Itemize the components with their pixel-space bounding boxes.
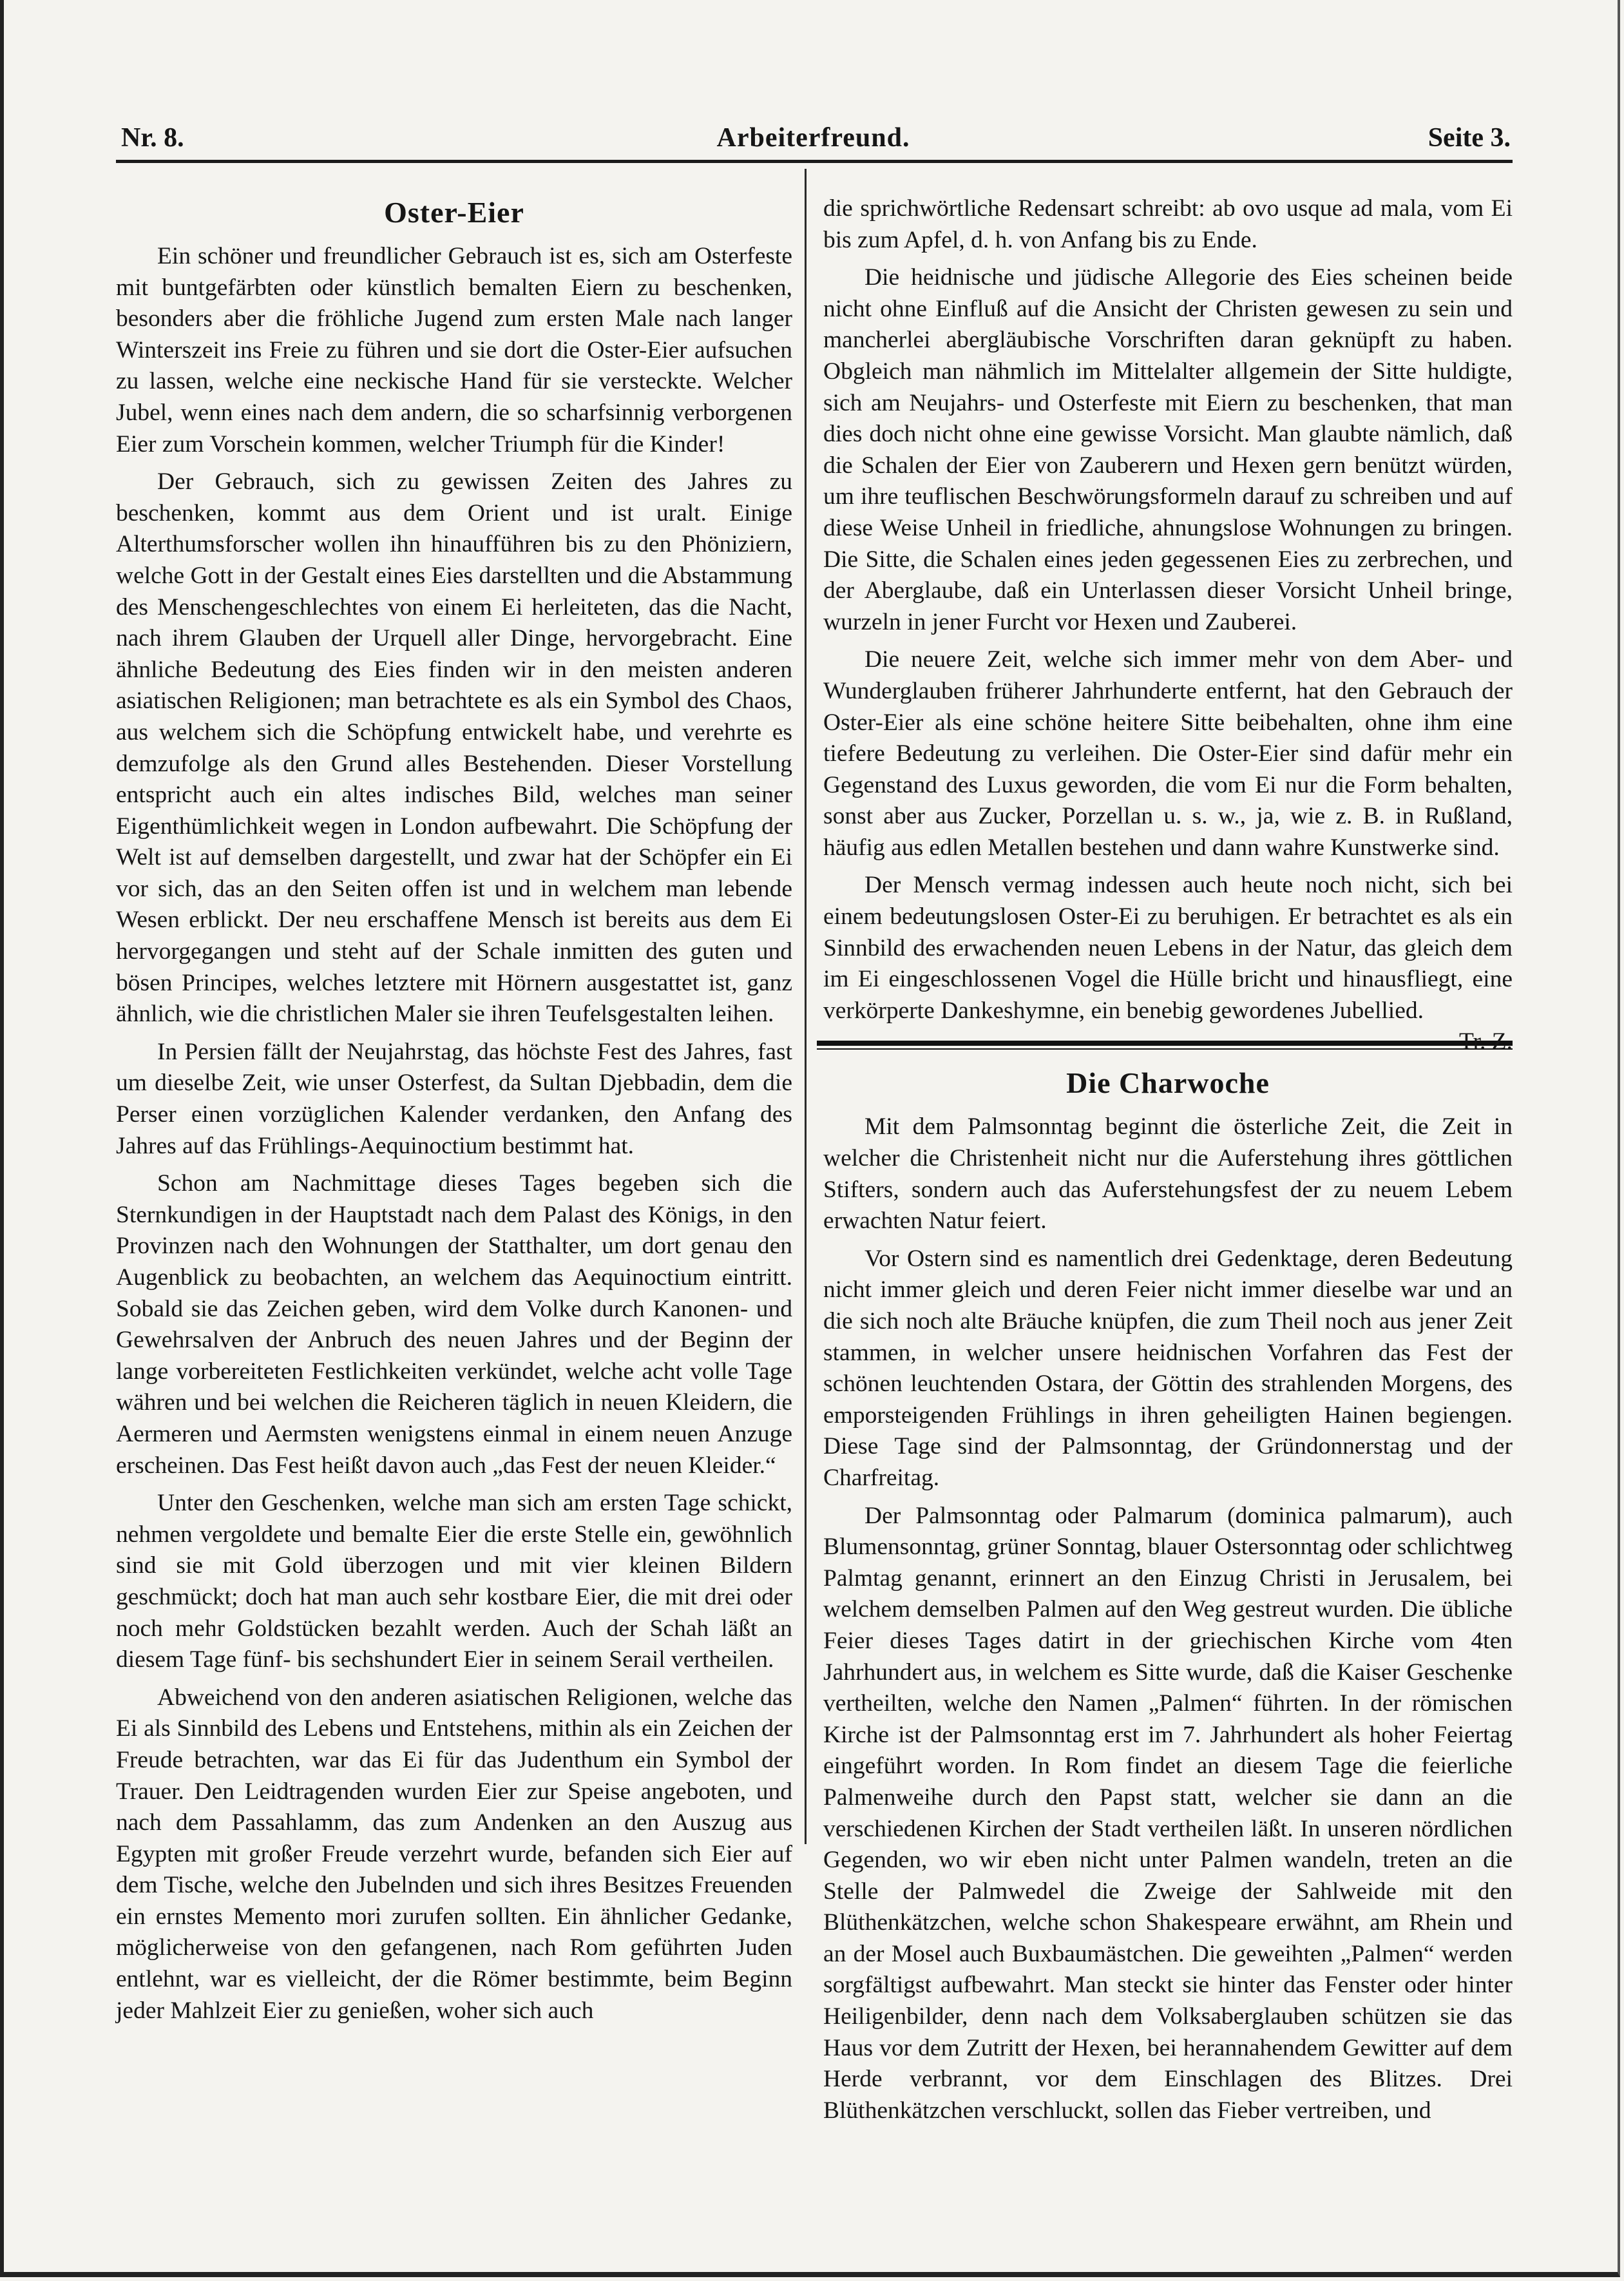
paragraph [823,870,1513,1055]
paragraph: Die heidnische und jüdische Allegorie des Eies scheinen beide nicht ohne Einfluß auf die Ansicht der Christen gewesen zu sein und mancherlei abergläubische Vorschriften daran geknüpft zu haben. Obgleich man nähmlich im Mittelalter allgemein der Sitte huldigte, sich am Neujahrs- und Osterfeste mit Eiern zu beschenken, that man dies doch nicht ohne eine gewisse Vorsicht. Man glaubte nämlich, daß die Schalen der Eier von Zauberern und Hexen gern benützt würden, um ihre teuflischen Beschwörungsformeln darauf zu schreiben und auf diese Weise Unheil in friedliche, ahnungslose Wohnungen zu bringen. Die Sitte, die Schalen eines jeden gegessenen Eies zu zerbrechen, und der Aberglaube, daß ein Unterlassen dieser Vorsicht Unheil bringe, wurzeln in jener Furcht vor Hexen und Zauberei. [823,264,1513,635]
header-rule [116,160,1513,163]
paragraph: In Persien fällt der Neujahrstag, das höchste Fest des Jahres, fast um dieselbe Zeit, wie unser Osterfest, da Sultan Djebbadin, dem die Perser einen vorzüglichen Kalender verdanken, den Anfang des Jahres auf das Frühlings-Aequinoctium bestimmt hat. [116,1038,792,1159]
article-title-oster-eier: Oster-Eier [384,196,524,229]
paragraph: Der Palmsonntag oder Palmarum (dominica palmarum), auch Blumensonntag, grüner Sonntag, blauer Ostersonntag oder schlichtweg Palmtag genannt, erinnert an den Einzug Christi in Jerusalem, bei welchem demselben Palmen auf den Weg gestreut wurden. Die übliche Feier dieses Tages datirt in der griechischen Kirche vom 4ten Jahrhundert aus, in welchem es Sitte wurde, daß die Kaiser Geschenke vertheilten, welche den Namen „Palmen“ führten. In der römischen Kirche ist der Palmsonntag erst im 7. Jahrhundert als hoher Feiertag eingeführt worden. In Rom findet an diesem Tage die feierliche Palmenweihe durch den Papst statt, welcher sie dann an die verschiedenen Kirchen der Stadt vertheilen läßt. In unseren nördlichen Gegenden, wo wir eben nicht unter Palmen wandeln, treten an die Stelle der Palmwedel die Zweige der Sahlweide mit den Blüthenkätzchen, welche schon Shakespeare erwähnt, am Rhein und an der Mosel auch Buxbaumästchen. Die geweihten „Palmen“ werden sorgfältigst aufbewahrt. Man steckt sie hinter das Fenster oder hinter Heiligenbilder, denn nach dem Volksaberglauben schützen sie das Haus vor dem Zutritt der Hexen, bei herannahendem Gewitter auf dem Herde verbrannt, vor dem Einschlagen des Blitzes. Drei Blüthenkätzchen verschluckt, sollen das Fieber vertreiben, und [823,1502,1513,2124]
paragraph: Schon am Nachmittage dieses Tages begeben sich die Sternkundigen in der Hauptstadt nach dem Palast des Königs, in den Provinzen nach den Wohnungen der Statthalter, um dort genau den Augenblick zu beobachten, an welchem das Aequinoctium eintritt. Sobald sie das Zeichen geben, wird dem Volke durch Kanonen- und Gewehrsalven der Anbruch des neuen Jahres und der Beginn der lange vorbereiteten Festlichkeiten verkündet, welche acht volle Tage währen und bei welchen die Reicheren täglich in neuen Kleidern, die Aermeren und Aermsten wenigstens einmal in einem neuen Anzuge erscheinen. Das Fest heißt davon auch „das Fest der neuen Kleider.“ [116,1170,792,1479]
paragraph: Abweichend von den anderen asiatischen Religionen, welche das Ei als Sinnbild des Lebens und Entstehens, mithin als ein Zeichen der Freude betrachten, war das Ei für das Judenthum ein Symbol der Trauer. Den Leidtragenden wurden Eier zur Speise angeboten, und nach dem Passahlamm, das zum Andenken an den Auszug aus Egypten mit großer Freude verzehrt wurde, befanden sich Eier auf dem Tische, welche den Jubelnden und sich ihres Besitzes Freuenden ein ernstes Memento mori zurufen sollten. Ein ähnlicher Gedanke, möglicherweise von den gefangenen, nach Rom geführten Juden entlehnt, war es vielleicht, der die Römer bestimmte, beim Beginn jeder Mahlzeit Eier zu genießen, woher sich auch [116,1684,792,2024]
issue-number: Nr. 8. [121,123,184,153]
paragraph: Vor Ostern sind es namentlich drei Gedenktage, deren Bedeutung nicht immer gleich und deren Feier nicht immer dieselbe war und an die sich noch alte Bräuche knüpfen, die zum Theil noch aus jener Zeit stammen, in welcher unsere heidnischen Vorfahren das Fest der schönen leuchtenden Ostara, der Göttin des strahlenden Morgens, des emporsteigenden Frühlings in ihren geheiligten Hainen begiengen. Diese Tage sind der Palmsonntag, der Gründonnerstag und der Charfreitag. [823,1245,1513,1491]
paragraph: Mit dem Palmsonntag beginnt die österliche Zeit, die Zeit in welcher die Christenheit nicht nur die Auferstehung ihres göttlichen Stifters, sondern auch das Auferstehungsfest der zu neuem Lebem erwachten Natur feiert. [823,1113,1513,1235]
author-signature: Tr. Z. [1458,1028,1513,1055]
paragraph-text: Der Mensch vermag indessen auch heute noch nicht, sich bei einem bedeutungslosen Oster-Ei zu beruhigen. Er betrachtet es als ein Sinnbild des erwachenden neuen Lebens in der Natur, das gleich dem im Ei eingeschlossenen Vogel die Hülle bricht und hinausfliegt, eine verkörperte Dankeshymne, ein benebig gewordenes Jubellied. [823,872,1513,1024]
column-divider [805,169,807,1844]
masthead-title: Arbeiterfreund. [716,123,910,153]
page-header [116,122,1511,159]
left-column [116,193,792,2033]
article-title-charwoche: Die Charwoche [1066,1066,1270,1100]
paragraph: Ein schöner und freundlicher Gebrauch ist es, sich am Osterfeste mit buntgefärbten oder künstlich bemalten Eiern zu beschenken, besonders aber die fröhliche Jugend zum ersten Male nach langer Winterszeit ins Freie zu führen und sie dort die Oster-Eier aufsuchen zu lassen, welche eine neckische Hand für sie versteckte. Welcher Jubel, wenn eines nach dem andern, die so scharfsinnig verborgenen Eier zum Vorschein kommen, welcher Triumph für die Kinder! [116,243,792,457]
paragraph-continued: die sprichwörtliche Redensart schreibt: ab ovo usque ad mala, vom Ei bis zum Apfel, d. h. von Anfang bis zu Ende. [823,195,1513,253]
paragraph: Der Gebrauch, sich zu gewissen Zeiten des Jahres zu beschenken, kommt aus dem Orient und ist uralt. Einige Alterthumsforscher wollen ihn hinaufführen bis zu den Phöniziern, welche Gott in der Gestalt eines Eies darstellten und die Abstammung des Menschengeschlechtes von einem Ei herleiteten, das die Nacht, nach ihrem Glauben der Urquell aller Dinge, hervorgebracht. Eine ähnliche Bedeutung des Eies finden wir in den meisten anderen asiatischen Religionen; man betrachtete es als ein Symbol des Chaos, aus welchem sich die Schöpfung entwickelt habe, und verehrte es demzufolge als den Grund alles Bestehenden. Dieser Vorstellung entspricht auch ein altes indisches Bild, welches man seiner Eigenthümlichkeit wegen in London aufbewahrt. Die Schöpfung der Welt ist auf demselben dargestellt, und zwar hat der Schöpfer ein Ei vor sich, das an den Seiten offen ist und in welchem man lebende Wesen erblickt. Der neu erschaffene Mensch ist bereits aus dem Ei hervorgegangen und steht auf der Schale inmitten des guten und bösen Principes, welches letztere mit Hörnern ausgestattet ist, ganz ähnlich, wie die christlichen Maler sie ihren Teufelsgestalten leihen. [116,468,792,1028]
right-column [823,193,1513,2133]
article-separator [817,1041,1513,1050]
page-number: Seite 3. [1428,123,1511,153]
paragraph: Die neuere Zeit, welche sich immer mehr von dem Aber- und Wunderglauben früherer Jahrhunderte entfernt, hat den Gebrauch der Oster-Eier als eine schöne heitere Sitte beibehalten, ohne ihm eine tiefere Bedeutung zu verleihen. Die Oster-Eier sind dafür mehr ein Gegenstand des Luxus geworden, die vom Ei nur die Form behalten, sonst aber aus Zucker, Porzellan u. s. w., ja, wie z. B. in Rußland, häufig aus edlen Metallen bestehen und dann wahre Kunstwerke sind. [823,646,1513,861]
paragraph: Unter den Geschenken, welche man sich am ersten Tage schickt, nehmen vergoldete und bemalte Eier die erste Stelle ein, gewöhnlich sind sie mit Gold überzogen und mit vier kleinen Bildern geschmückt; doch hat man auch sehr kostbare Eier, die mit drei oder noch mehr Goldstücken bezahlt werden. Auch der Schah läßt an diesem Tage fünf- bis sechshundert Eier in seinem Serail vertheilen. [116,1490,792,1673]
